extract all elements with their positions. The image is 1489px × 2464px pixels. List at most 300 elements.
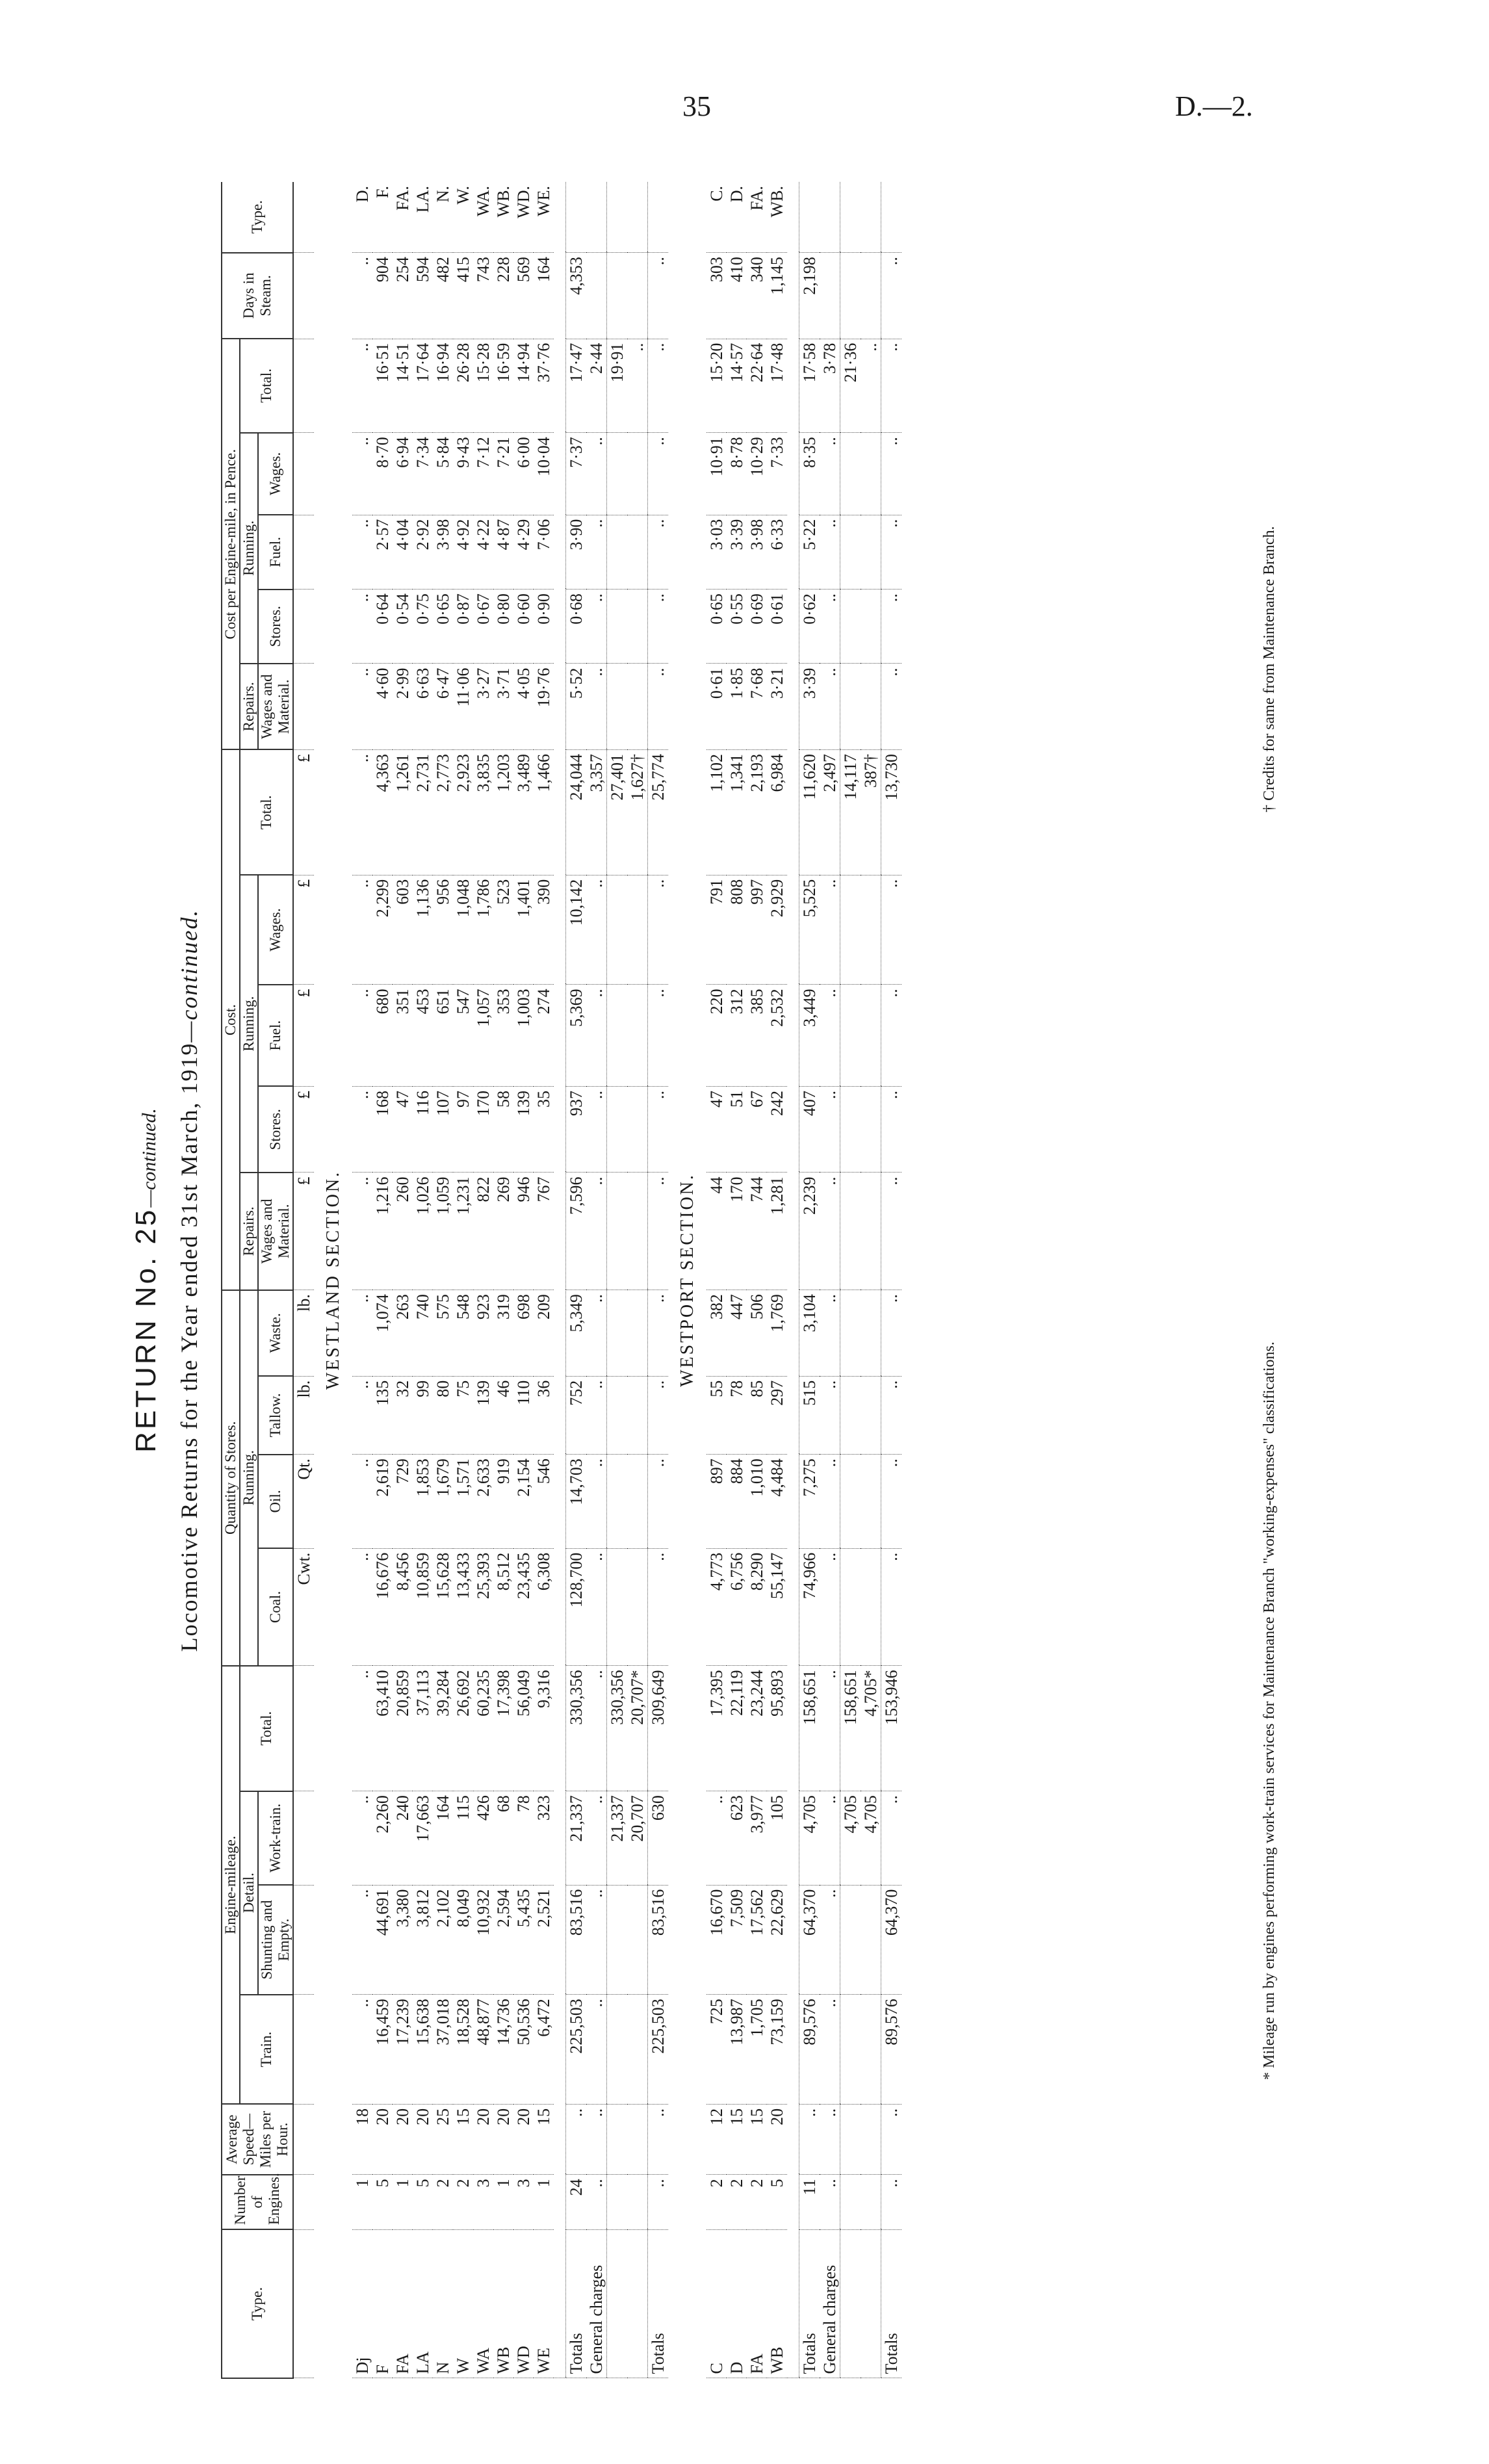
table-cell: 0·61 xyxy=(767,590,787,664)
table-cell: 594 xyxy=(413,253,433,339)
table-cell: .. xyxy=(586,875,607,985)
page-header xyxy=(0,90,1489,129)
table-cell: 623 xyxy=(727,1791,747,1886)
table-cell: 11 xyxy=(799,2175,820,2229)
table-cell xyxy=(607,433,628,515)
header-num-engines: Number of Engines. xyxy=(222,2175,293,2229)
table-cell: .. xyxy=(881,1087,902,1173)
table-cell: 0·54 xyxy=(393,590,413,664)
table-cell: 15 xyxy=(727,2104,747,2174)
table-cell: 2·57 xyxy=(372,515,393,589)
table-cell: .. xyxy=(648,1376,669,1454)
table-cell: 15,638 xyxy=(413,1995,433,2105)
table-cell xyxy=(607,1885,628,1995)
table-cell: .. xyxy=(820,1087,840,1173)
table-cell: 6·47 xyxy=(433,664,453,750)
table-cell: 10,142 xyxy=(566,875,587,985)
table-cell: 2,193 xyxy=(747,750,767,875)
table-cell: 13,987 xyxy=(727,1995,747,2105)
table-cell: 1,026 xyxy=(413,1173,433,1290)
table-cell: 4,773 xyxy=(706,1548,727,1666)
table-cell: £ xyxy=(293,1087,314,1173)
spacer-row xyxy=(554,182,566,2378)
table-cell: 3,977 xyxy=(747,1791,767,1886)
table-cell: 2,239 xyxy=(799,1173,820,1290)
table-cell: 2,619 xyxy=(372,1455,393,1549)
work-train-row xyxy=(861,182,881,2378)
header-mileage-total: Total. xyxy=(240,1666,293,1791)
header-wages: Wages. xyxy=(258,875,293,985)
table-cell: .. xyxy=(586,1173,607,1290)
table-cell: 0·67 xyxy=(473,590,493,664)
table-cell: 2·99 xyxy=(393,664,413,750)
table-cell: .. xyxy=(352,1995,372,2105)
table-cell: .. xyxy=(352,590,372,664)
table-cell: 997 xyxy=(747,875,767,985)
table-cell: 575 xyxy=(433,1290,453,1377)
table-cell: 36 xyxy=(534,1376,554,1454)
table-cell: 55 xyxy=(706,1376,727,1454)
table-cell: 1 xyxy=(534,2175,554,2229)
table-cell: 0·61 xyxy=(706,664,727,750)
table-cell: .. xyxy=(352,1376,372,1454)
table-cell: 729 xyxy=(393,1455,413,1549)
table-cell xyxy=(627,1087,648,1173)
table-cell: 89,576 xyxy=(881,1995,902,2105)
table-cell: .. xyxy=(881,664,902,750)
table-cell xyxy=(861,182,881,253)
table-cell: 546 xyxy=(534,1455,554,1549)
table-cell: 83,516 xyxy=(566,1885,587,1995)
table-cell: 523 xyxy=(493,875,513,985)
table-cell xyxy=(881,182,902,253)
table-cell: 9·43 xyxy=(453,433,473,515)
table-cell: 158,651 xyxy=(799,1666,820,1791)
table-cell: 240 xyxy=(393,1791,413,1886)
table-cell: 4,353 xyxy=(566,253,587,339)
table-cell: 16,459 xyxy=(372,1995,393,2105)
table-cell: .. xyxy=(881,985,902,1087)
table-cell: 60,235 xyxy=(473,1666,493,1791)
table-cell: .. xyxy=(352,1087,372,1173)
table-cell: .. xyxy=(586,1376,607,1454)
table-cell: 0·65 xyxy=(433,590,453,664)
table-cell: 74,966 xyxy=(799,1548,820,1666)
table-cell: .. xyxy=(352,1885,372,1995)
table-cell: 8·35 xyxy=(799,433,820,515)
header-pence-wages-material: Wages and Material. xyxy=(258,664,293,750)
table-cell: 3 xyxy=(513,2175,534,2229)
table-cell: .. xyxy=(352,433,372,515)
table-cell: 1,102 xyxy=(706,750,727,875)
header-pence-repairs: Repairs. xyxy=(240,664,258,750)
table-cell: 0·80 xyxy=(493,590,513,664)
table-cell: 44 xyxy=(706,1173,727,1290)
table-cell: 20 xyxy=(393,2104,413,2174)
table-cell: 1,074 xyxy=(372,1290,393,1377)
table-cell: 515 xyxy=(799,1376,820,1454)
table-cell: .. xyxy=(881,1290,902,1377)
table-cell: .. xyxy=(706,1791,727,1886)
table-cell: Dj xyxy=(352,2229,372,2378)
table-cell: .. xyxy=(881,590,902,664)
table-cell: 5·84 xyxy=(433,433,453,515)
table-cell xyxy=(861,1376,881,1454)
table-cell: 16·51 xyxy=(372,339,393,433)
table-cell: 382 xyxy=(706,1290,727,1377)
table-cell: 8,456 xyxy=(393,1548,413,1666)
table-cell xyxy=(861,253,881,339)
table-cell: 225,503 xyxy=(566,1995,587,2105)
table-cell: .. xyxy=(881,339,902,433)
table-cell: 2,521 xyxy=(534,1885,554,1995)
table-cell: 16·94 xyxy=(433,339,453,433)
table-cell: .. xyxy=(648,1455,669,1549)
table-cell: 27,401 xyxy=(607,750,628,875)
table-cell: 64,370 xyxy=(881,1885,902,1995)
table-cell: FA xyxy=(747,2229,767,2378)
spacer-cell xyxy=(554,182,566,2378)
table-cell: WE. xyxy=(534,182,554,253)
table-cell xyxy=(840,182,861,253)
table-cell: 3,812 xyxy=(413,1885,433,1995)
table-cell: 2,633 xyxy=(473,1455,493,1549)
table-cell: 351 xyxy=(393,985,413,1087)
table-cell: .. xyxy=(881,253,902,339)
table-cell: 47 xyxy=(393,1087,413,1173)
table-cell xyxy=(840,2229,861,2378)
table-cell: 26,692 xyxy=(453,1666,473,1791)
table-cell: 18 xyxy=(352,2104,372,2174)
table-cell: 7·21 xyxy=(493,433,513,515)
table-cell: WA xyxy=(473,2229,493,2378)
table-cell: 263 xyxy=(393,1290,413,1377)
table-cell: 39,284 xyxy=(433,1666,453,1791)
table-cell xyxy=(840,1548,861,1666)
table-cell: 0·65 xyxy=(706,590,727,664)
table-cell: 3,835 xyxy=(473,750,493,875)
table-cell: 698 xyxy=(513,1290,534,1377)
table-cell: 20,859 xyxy=(393,1666,413,1791)
table-cell: 5·22 xyxy=(799,515,820,589)
table-cell: .. xyxy=(352,253,372,339)
table-cell: 12 xyxy=(706,2104,727,2174)
table-cell: .. xyxy=(586,1290,607,1377)
table-cell: 2 xyxy=(727,2175,747,2229)
table-cell xyxy=(840,1995,861,2105)
table-row xyxy=(473,182,493,2378)
table-cell xyxy=(627,590,648,664)
header-pence-fuel: Fuel. xyxy=(258,515,293,589)
table-cell: .. xyxy=(648,590,669,664)
table-cell: 3,357 xyxy=(586,750,607,875)
table-cell: 923 xyxy=(473,1290,493,1377)
table-cell: .. xyxy=(352,1548,372,1666)
spacer-cell xyxy=(787,182,799,2378)
table-cell: 17·64 xyxy=(413,339,433,433)
table-cell: 767 xyxy=(534,1173,554,1290)
table-cell: 897 xyxy=(706,1455,727,1549)
table-cell: 85 xyxy=(747,1376,767,1454)
table-cell: 58 xyxy=(493,1087,513,1173)
table-cell: 18,528 xyxy=(453,1995,473,2105)
header-tallow: Tallow. xyxy=(258,1376,293,1454)
table-cell: 791 xyxy=(706,875,727,985)
header-pence-stores: Stores. xyxy=(258,590,293,664)
table-cell: 4,705 xyxy=(840,1791,861,1886)
table-cell: 139 xyxy=(513,1087,534,1173)
table-cell: 330,356 xyxy=(566,1666,587,1791)
table-cell: .. xyxy=(648,339,669,433)
table-cell: 6,308 xyxy=(534,1548,554,1666)
table-cell: 269 xyxy=(493,1173,513,1290)
table-cell xyxy=(627,985,648,1087)
table-cell: .. xyxy=(648,515,669,589)
table-cell: 7,596 xyxy=(566,1173,587,1290)
table-cell: WB. xyxy=(767,182,787,253)
units-row xyxy=(293,182,314,2378)
table-cell: 4,484 xyxy=(767,1455,787,1549)
table-cell: 110 xyxy=(513,1376,534,1454)
table-cell: 15 xyxy=(534,2104,554,2174)
section-title: WESTPORT SECTION. xyxy=(677,1173,697,1387)
table-cell: 2,497 xyxy=(820,750,840,875)
table-cell: 2,731 xyxy=(413,750,433,875)
table-cell: 4·60 xyxy=(372,664,393,750)
table-cell: W. xyxy=(453,182,473,253)
table-cell: 7·68 xyxy=(747,664,767,750)
table-cell: 1,003 xyxy=(513,985,534,1087)
table-cell xyxy=(293,1666,314,1791)
table-cell: 20 xyxy=(493,2104,513,2174)
table-cell: W xyxy=(453,2229,473,2378)
table-cell: LA. xyxy=(413,182,433,253)
table-cell xyxy=(627,664,648,750)
table-cell: 1 xyxy=(352,2175,372,2229)
table-cell xyxy=(840,1173,861,1290)
table-cell: 24,044 xyxy=(566,750,587,875)
grand-totals-row xyxy=(648,182,669,2378)
table-row xyxy=(413,182,433,2378)
table-cell: .. xyxy=(648,2175,669,2229)
table-cell: 4·87 xyxy=(493,515,513,589)
table-cell: .. xyxy=(820,1885,840,1995)
subtitle-main: Locomotive Returns for the Year ended 31st March, 1919 xyxy=(176,1042,202,1652)
table-cell: 8·78 xyxy=(727,433,747,515)
table-cell: 115 xyxy=(453,1791,473,1886)
table-cell: .. xyxy=(881,1376,902,1454)
table-cell: 20 xyxy=(513,2104,534,2174)
table-cell xyxy=(293,1885,314,1995)
table-cell: 482 xyxy=(433,253,453,339)
table-cell: 3·21 xyxy=(767,664,787,750)
table-cell: FA. xyxy=(393,182,413,253)
table-cell: 2,260 xyxy=(372,1791,393,1886)
general-charges-row xyxy=(586,182,607,2378)
table-cell xyxy=(607,875,628,985)
table-cell: 35 xyxy=(534,1087,554,1173)
table-cell: .. xyxy=(352,1173,372,1290)
table-cell: 5,369 xyxy=(566,985,587,1087)
table-cell: 17·47 xyxy=(566,339,587,433)
table-cell: .. xyxy=(352,875,372,985)
table-cell: 63,410 xyxy=(372,1666,393,1791)
table-cell xyxy=(566,182,587,253)
table-cell: 209 xyxy=(534,1290,554,1377)
table-row xyxy=(493,182,513,2378)
table-row xyxy=(727,182,747,2378)
table-cell xyxy=(293,339,314,433)
table-cell: 15·28 xyxy=(473,339,493,433)
table-cell: 25,774 xyxy=(648,750,669,875)
table-cell: WE xyxy=(534,2229,554,2378)
table-cell: 7·33 xyxy=(767,433,787,515)
table-cell: 312 xyxy=(727,985,747,1087)
table-cell: 0·68 xyxy=(566,590,587,664)
table-cell: WA. xyxy=(473,182,493,253)
table-cell xyxy=(607,1173,628,1290)
table-cell: 447 xyxy=(727,1290,747,1377)
table-cell: 75 xyxy=(453,1376,473,1454)
table-cell: .. xyxy=(881,875,902,985)
table-cell: 51 xyxy=(727,1087,747,1173)
table-cell xyxy=(293,2229,314,2378)
table-cell: 630 xyxy=(648,1791,669,1886)
table-cell: 548 xyxy=(453,1290,473,1377)
table-cell: 20 xyxy=(473,2104,493,2174)
table-cell: .. xyxy=(586,590,607,664)
table-cell: 1,048 xyxy=(453,875,473,985)
table-cell: 2·44 xyxy=(586,339,607,433)
table-cell: 353 xyxy=(493,985,513,1087)
header-engine-mileage: Engine-mileage. xyxy=(222,1666,240,2105)
table-cell: 387† xyxy=(861,750,881,875)
table-cell xyxy=(607,1995,628,2105)
table-cell xyxy=(840,1376,861,1454)
header-pence-running: Running. xyxy=(240,433,258,664)
table-cell: 15 xyxy=(453,2104,473,2174)
table-cell: .. xyxy=(352,515,372,589)
table-cell: 37·76 xyxy=(534,339,554,433)
header-cost-per-mile: Cost per Engine-mile, in Pence. xyxy=(222,339,240,749)
header-wages-material: Wages and Material. xyxy=(258,1173,293,1290)
section-heading-row xyxy=(314,182,352,2378)
table-cell xyxy=(861,875,881,985)
table-cell: 1,769 xyxy=(767,1290,787,1377)
table-cell: .. xyxy=(820,664,840,750)
table-cell xyxy=(627,182,648,253)
table-cell xyxy=(607,1087,628,1173)
table-cell xyxy=(840,1087,861,1173)
table-cell: .. xyxy=(881,1455,902,1549)
return-subtitle xyxy=(175,156,203,2405)
table-cell: 8,049 xyxy=(453,1885,473,1995)
header-type-right: Type. xyxy=(222,182,293,253)
table-cell: 17·58 xyxy=(799,339,820,433)
table-cell: 4·29 xyxy=(513,515,534,589)
table-cell: .. xyxy=(352,1666,372,1791)
table-cell: 426 xyxy=(473,1791,493,1886)
table-cell xyxy=(627,1995,648,2105)
table-cell: 21,337 xyxy=(566,1791,587,1886)
header-avg-speed: Average Speed—Miles per Hour. xyxy=(222,2104,293,2174)
table-cell: 26·28 xyxy=(453,339,473,433)
table-cell: 68 xyxy=(493,1791,513,1886)
table-cell: N. xyxy=(433,182,453,253)
table-cell: 0·62 xyxy=(799,590,820,664)
table-cell xyxy=(861,1290,881,1377)
table-cell xyxy=(627,515,648,589)
header-shunting: Shunting and Empty. xyxy=(258,1885,293,1995)
header-coal: Coal. xyxy=(258,1548,293,1666)
table-cell xyxy=(840,664,861,750)
table-cell: Cwt. xyxy=(293,1548,314,1666)
table-cell: 407 xyxy=(799,1087,820,1173)
table-cell: C. xyxy=(706,182,727,253)
totals-row xyxy=(566,182,587,2378)
table-cell: 13,433 xyxy=(453,1548,473,1666)
table-cell: 2,594 xyxy=(493,1885,513,1995)
table-cell xyxy=(861,1548,881,1666)
table-cell: 0·55 xyxy=(727,590,747,664)
table-cell: 22·64 xyxy=(747,339,767,433)
table-cell: lb. xyxy=(293,1290,314,1377)
table-cell xyxy=(293,590,314,664)
table-cell: 410 xyxy=(727,253,747,339)
table-cell: 6·63 xyxy=(413,664,433,750)
table-cell: 309,649 xyxy=(648,1666,669,1791)
table-cell: 7,275 xyxy=(799,1455,820,1549)
table-cell: .. xyxy=(352,339,372,433)
table-cell xyxy=(293,433,314,515)
table-cell: .. xyxy=(820,985,840,1087)
table-cell: D. xyxy=(727,182,747,253)
table-cell: 97 xyxy=(453,1087,473,1173)
table-cell: 4,705 xyxy=(861,1791,881,1886)
table-cell: .. xyxy=(820,1290,840,1377)
table-cell: 260 xyxy=(393,1173,413,1290)
table-cell: General charges xyxy=(586,2229,607,2378)
table-cell: 225,503 xyxy=(648,1995,669,2105)
table-cell: .. xyxy=(586,664,607,750)
page-number: 35 xyxy=(682,90,711,122)
table-cell: 9,316 xyxy=(534,1666,554,1791)
table-cell: 20,707 xyxy=(627,1791,648,1886)
table-cell xyxy=(607,590,628,664)
table-cell: .. xyxy=(586,1791,607,1886)
table-row xyxy=(513,182,534,2378)
table-cell: 4·04 xyxy=(393,515,413,589)
table-cell xyxy=(648,182,669,253)
table-cell: 7·12 xyxy=(473,433,493,515)
table-cell: 105 xyxy=(767,1791,787,1886)
table-cell: 25,393 xyxy=(473,1548,493,1666)
table-cell: .. xyxy=(820,1455,840,1549)
spacer-row xyxy=(787,182,799,2378)
table-cell: 1 xyxy=(493,2175,513,2229)
table-cell: .. xyxy=(820,2175,840,2229)
table-cell: 95,893 xyxy=(767,1666,787,1791)
table-cell: 1,786 xyxy=(473,875,493,985)
table-cell: 2,299 xyxy=(372,875,393,985)
table-row xyxy=(534,182,554,2378)
table-cell: 1,145 xyxy=(767,253,787,339)
table-cell xyxy=(627,1376,648,1454)
table-cell: WD. xyxy=(513,182,534,253)
table-cell: 1,216 xyxy=(372,1173,393,1290)
table-cell: 1,679 xyxy=(433,1455,453,1549)
table-cell: 7·06 xyxy=(534,515,554,589)
